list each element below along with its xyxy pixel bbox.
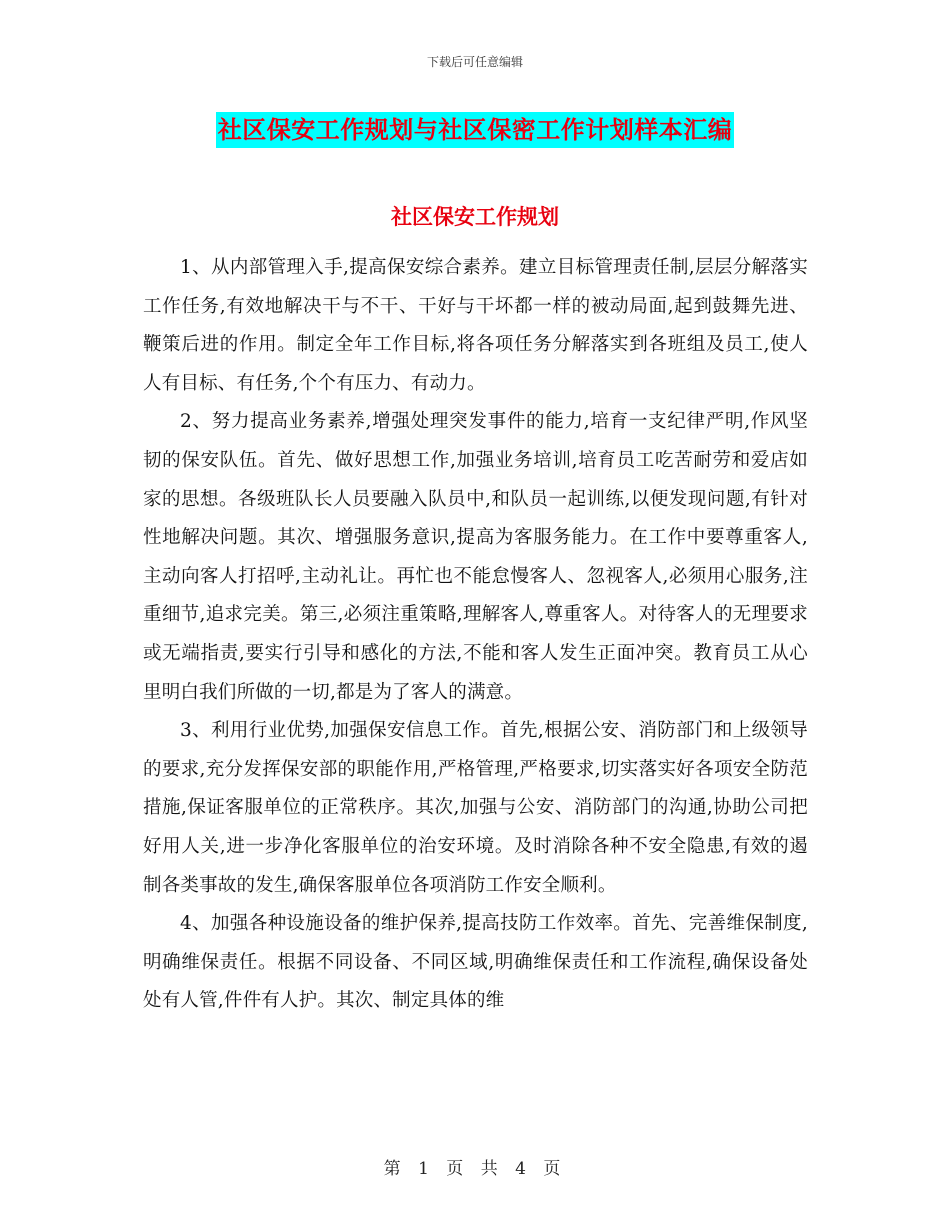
paragraph-3: 3、利用行业优势,加强保安信息工作。首先,根据公安、消防部门和上级领导的要求,充分发挥保安部的职能作用,严格管理,严格要求,切实落实好各项安全防范措施,保证客服单位的正常秩序。其次,加强与公安、消防部门的沟通,协助公司把好用人关,进一步净化客服单位的治安环境。及时消除各种不安全隐患,有效的遏制各类事故的发生,确保客服单位各项消防工作安全顺利。 — [143, 720, 808, 896]
paragraph-1: 1、从内部管理入手,提高保安综合素养。建立目标管理责任制,层层分解落实工作任务,有效地解决干与不干、干好与干坏都一样的被动局面,起到鼓舞先进、鞭策后进的作用。制定全年工作目标,将各项任务分解落实到各班组及员工,使人人有目标、有任务,个个有压力、有动力。 — [143, 257, 808, 394]
document-body — [143, 249, 808, 1021]
doc-title: 社区保安工作规划与社区保密工作计划样本汇编 — [216, 112, 735, 148]
paragraph-4: 4、加强各种设施设备的维护保养,提高技防工作效率。首先、完善维保制度,明确维保责任。根据不同设备、不同区域,明确维保责任和工作流程,确保设备处处有人管,件件有人护。其次、制定具体的维 — [143, 913, 808, 1012]
doc-title-container — [0, 112, 950, 148]
section-title: 社区保安工作规划 — [391, 205, 559, 229]
paragraph-2: 2、努力提高业务素养,增强处理突发事件的能力,培育一支纪律严明,作风坚韧的保安队伍。首先、做好思想工作,加强业务培训,培育员工吃苦耐劳和爱店如家的思想。各级班队长人员要融入队员中,和队员一起训练,以便发现问题,有针对性地解决问题。其次、增强服务意识,提高为客服务能力。在工作中要尊重客人,主动向客人打招呼,主动礼让。再忙也不能怠慢客人、忽视客人,必须用心服务,注重细节,追求完美。第三,必须注重策略,理解客人,尊重客人。对待客人的无理要求或无端指责,要实行引导和感化的方法,不能和客人发生正面冲突。教育员工从心里明白我们所做的一切,都是为了客人的满意。 — [143, 411, 808, 703]
page-footer: 第 1 页 共 4 页 — [383, 1159, 567, 1179]
header-note: 下载后可任意编辑 — [426, 55, 523, 69]
